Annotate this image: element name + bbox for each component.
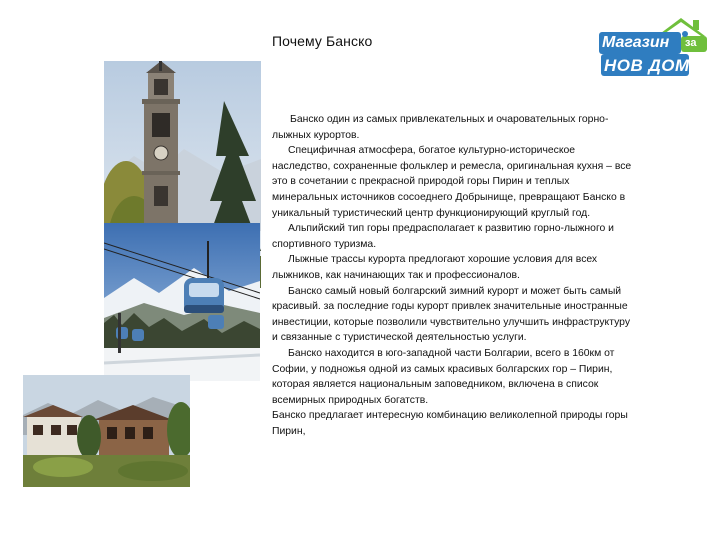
paragraph: Лыжные трассы курорта предлогают хорошие условия для всех лыжников, как начинающих так и профессионалов. [272,254,598,281]
logo-text-line1: Магазин [602,34,670,51]
article-text [272,112,636,439]
paragraph: Банско находится в юго-западной части Болгарии, всего в 160км от Софии, у подножья одной из самых красивых болгарских гор – Пирин, которая является национальным заповедником, включена в список всемирных природных богатств. [272,347,615,406]
paragraph-text: один из самых привлекательных и очаровательных горно-лыжных курортов. [272,114,609,141]
paragraph: Банско предлагает интересную комбинацию великолепной природы горы Пирин, [272,410,628,437]
paragraph-lead: Банско [290,114,324,125]
paragraph [272,112,636,143]
paragraph: Альпийский тип горы предрасполагает к развитию горно-лыжного и спортивного туризма. [272,223,614,250]
paragraph: Специфичная атмосфера, богатое культурно-историческое наследство, сохраненные фольклер и ремесла, оригинальная кухня – все это в сочетании с прекрасной природой горы Пирин и теплых минеральных источников сосоеднего Добрынище, превращают Банско в уникальный туристический центр функционирующий круглый год. [272,145,632,219]
logo-text-line1-small: за [685,37,697,49]
logo-text-line2: НОВ ДОМ [604,56,690,75]
store-logo [597,14,715,78]
houses-photo [23,375,190,487]
page-title: Почему Банско [272,33,373,49]
gondola-photo [104,223,260,381]
paragraph: Банско самый новый болгарский зимний курорт и может быть самый красивый. за последние годы курорт привлек значительные иностранные инвестиции, которые позволили чувствительно улучшить инфраструктуру и связанные с туристической деятельностью услуги. [272,285,631,344]
